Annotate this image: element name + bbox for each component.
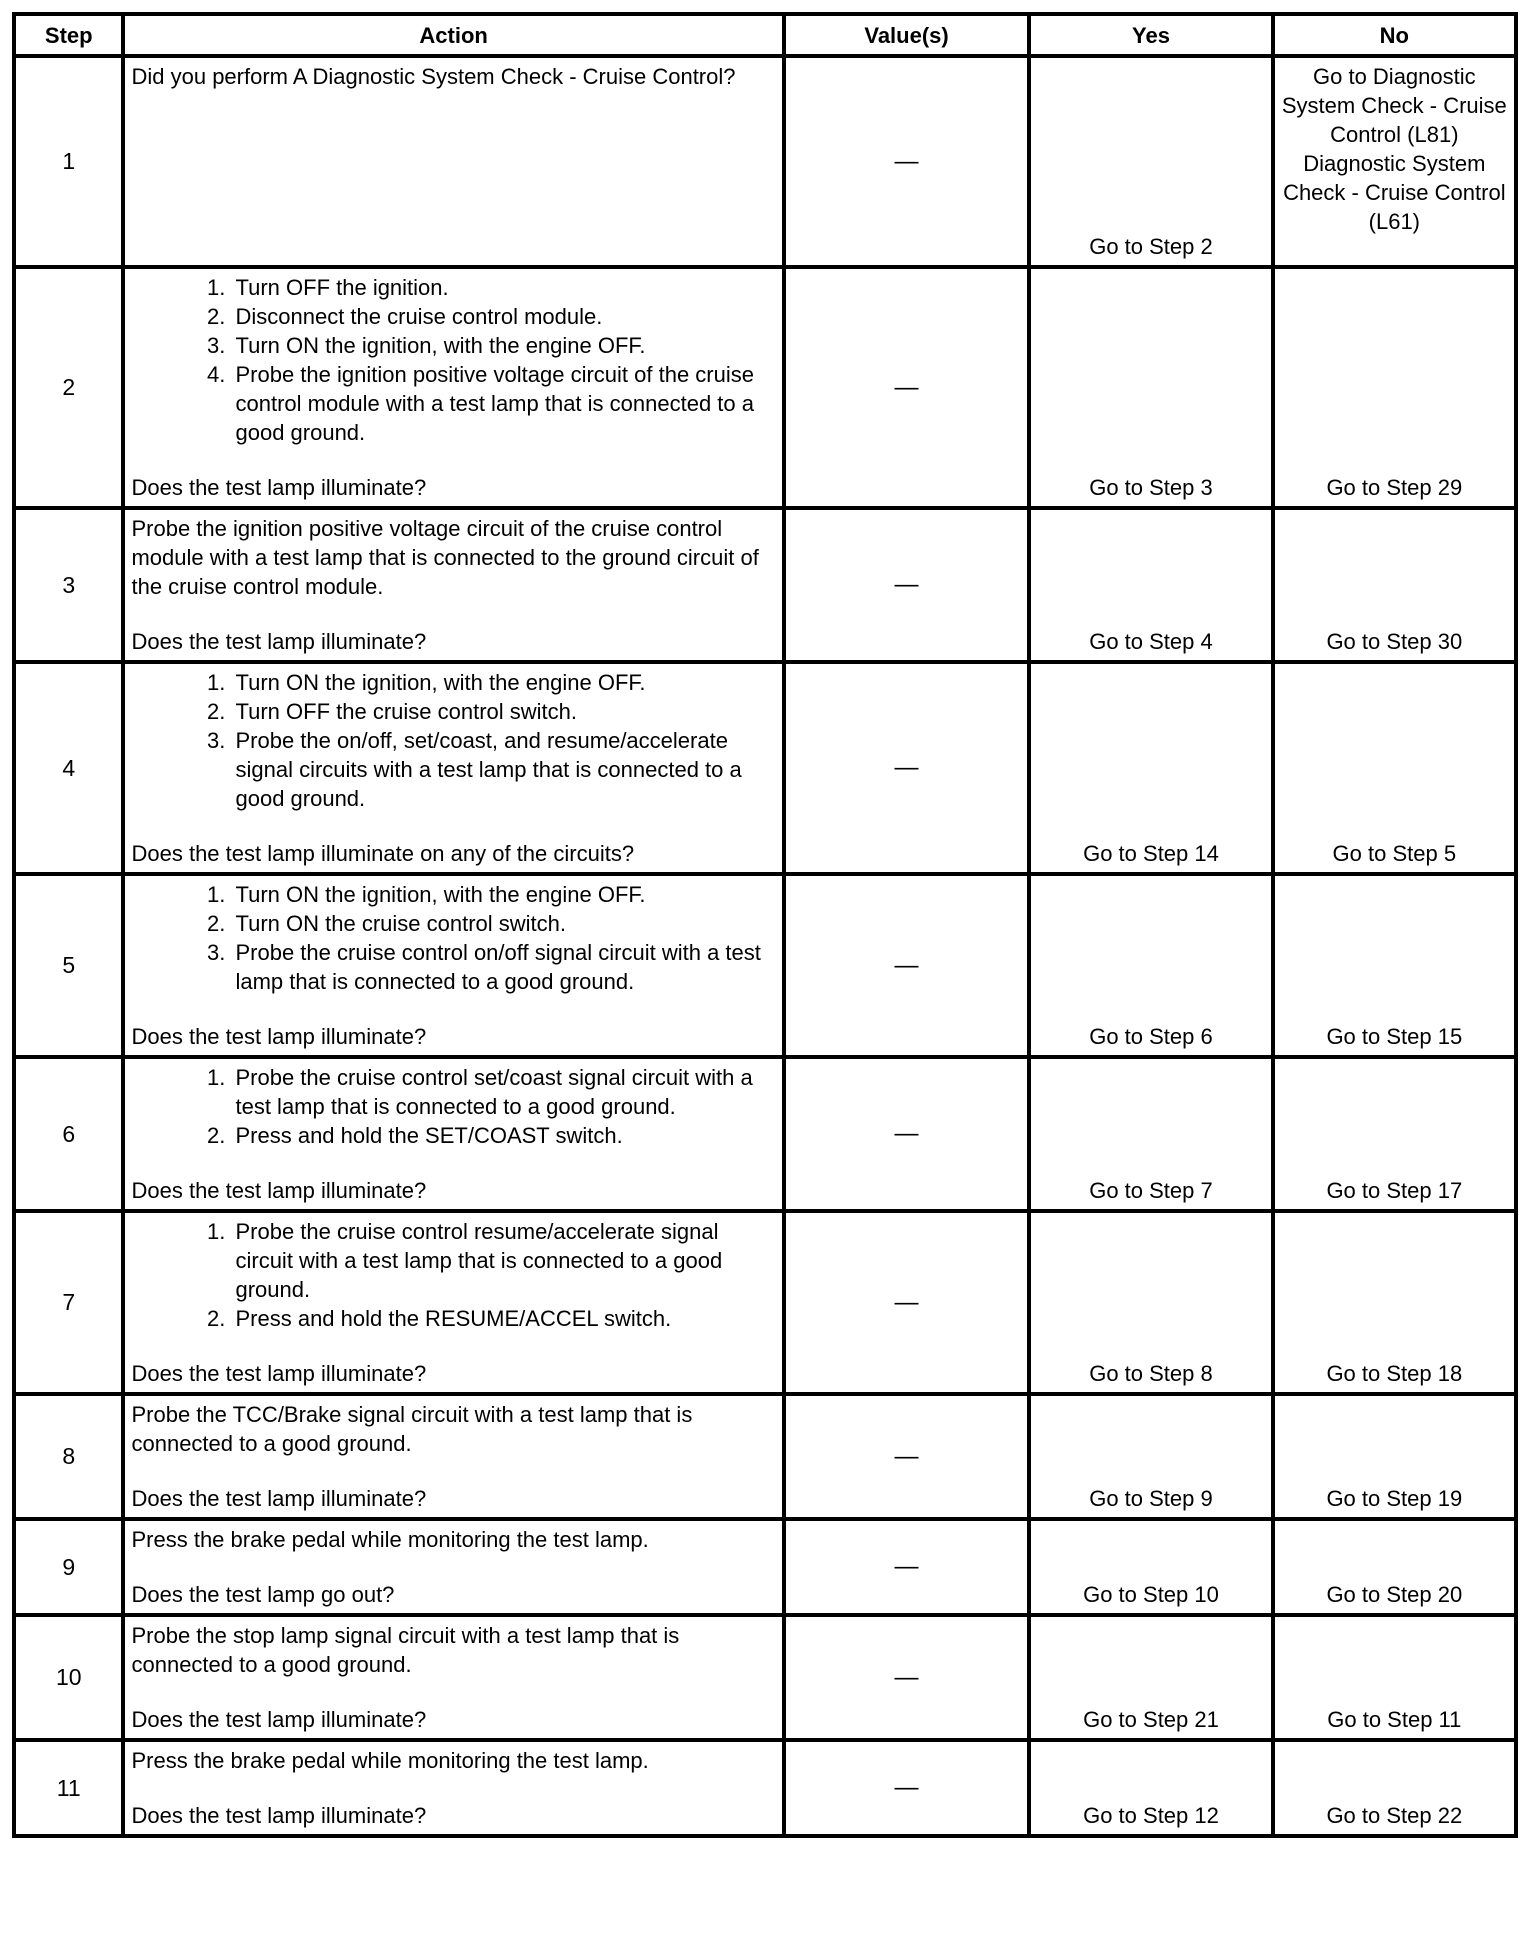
action-cell [123, 874, 783, 1057]
action-cell [123, 508, 783, 662]
action-cell [123, 1519, 783, 1615]
yes-cell: Go to Step 6 [1029, 874, 1272, 1057]
action-cell [123, 662, 783, 874]
action-step-item: 2. Disconnect the cruise control module. [231, 302, 775, 331]
table-row [14, 662, 1516, 874]
action-question: Does the test lamp illuminate? [131, 1361, 427, 1386]
table-row [14, 1740, 1516, 1836]
step-number: 7 [14, 1211, 123, 1394]
no-cell: Go to Diagnostic System Check - Cruise Control (L81) Diagnostic System Check - Cruise Control (L61) [1273, 56, 1516, 267]
table-row [14, 1211, 1516, 1394]
action-cell [123, 1394, 783, 1519]
action-step-item: 2. Turn ON the cruise control switch. [231, 909, 775, 938]
step-number: 6 [14, 1057, 123, 1211]
no-cell: Go to Step 17 [1273, 1057, 1516, 1211]
yes-cell: Go to Step 12 [1029, 1740, 1272, 1836]
action-steps [131, 273, 775, 447]
no-cell: Go to Step 15 [1273, 874, 1516, 1057]
value-cell: — [784, 1519, 1030, 1615]
action-text: Probe the ignition positive voltage circuit of the cruise control module with a test lamp that is connected to the ground circuit of the cruise control module. [131, 516, 759, 599]
value-cell: — [784, 1211, 1030, 1394]
action-step-item: 3. Probe the cruise control on/off signal circuit with a test lamp that is connected to a good ground. [231, 938, 775, 996]
action-step-item: 3. Turn ON the ignition, with the engine OFF. [231, 331, 775, 360]
value-cell: — [784, 662, 1030, 874]
yes-cell: Go to Step 7 [1029, 1057, 1272, 1211]
yes-cell: Go to Step 9 [1029, 1394, 1272, 1519]
yes-cell: Go to Step 2 [1029, 56, 1272, 267]
table-row [14, 1615, 1516, 1740]
header-step: Step [14, 14, 123, 56]
yes-cell: Go to Step 21 [1029, 1615, 1272, 1740]
value-cell: — [784, 1615, 1030, 1740]
diagnostic-table [12, 12, 1518, 1838]
value-cell: — [784, 1740, 1030, 1836]
no-cell: Go to Step 30 [1273, 508, 1516, 662]
table-row [14, 56, 1516, 267]
action-cell [123, 1057, 783, 1211]
action-cell [123, 1211, 783, 1394]
action-step-item: 2. Press and hold the RESUME/ACCEL switch. [231, 1304, 775, 1333]
yes-cell: Go to Step 4 [1029, 508, 1272, 662]
action-question: Does the test lamp illuminate? [131, 1178, 427, 1203]
header-no: No [1273, 14, 1516, 56]
table-row [14, 508, 1516, 662]
action-question: Does the test lamp illuminate? [131, 1803, 427, 1828]
action-cell [123, 1615, 783, 1740]
header-values: Value(s) [784, 14, 1030, 56]
action-text: Probe the TCC/Brake signal circuit with a test lamp that is connected to a good ground. [131, 1402, 693, 1456]
action-text: Probe the stop lamp signal circuit with a test lamp that is connected to a good ground. [131, 1623, 680, 1677]
value-cell: — [784, 508, 1030, 662]
action-step-item: 1. Turn ON the ignition, with the engine OFF. [231, 668, 775, 697]
action-text: Press the brake pedal while monitoring the test lamp. [131, 1748, 649, 1773]
action-step-item: 1. Turn OFF the ignition. [231, 273, 775, 302]
action-step-item: 4. Probe the ignition positive voltage circuit of the cruise control module with a test lamp that is connected to a good ground. [231, 360, 775, 447]
step-number: 10 [14, 1615, 123, 1740]
action-cell [123, 267, 783, 508]
action-question: Does the test lamp illuminate? [131, 1024, 427, 1049]
action-step-item: 1. Probe the cruise control resume/accelerate signal circuit with a test lamp that is connected to a good ground. [231, 1217, 775, 1304]
action-step-item: 2. Press and hold the SET/COAST switch. [231, 1121, 775, 1150]
value-cell: — [784, 1394, 1030, 1519]
yes-cell: Go to Step 14 [1029, 662, 1272, 874]
action-text: Press the brake pedal while monitoring the test lamp. [131, 1527, 649, 1552]
action-step-item: 3. Probe the on/off, set/coast, and resume/accelerate signal circuits with a test lamp that is connected to a good ground. [231, 726, 775, 813]
action-step-item: 1. Turn ON the ignition, with the engine OFF. [231, 880, 775, 909]
table-row [14, 1057, 1516, 1211]
no-cell: Go to Step 11 [1273, 1615, 1516, 1740]
action-question: Does the test lamp illuminate on any of the circuits? [131, 841, 635, 866]
yes-cell: Go to Step 8 [1029, 1211, 1272, 1394]
step-number: 8 [14, 1394, 123, 1519]
no-cell: Go to Step 22 [1273, 1740, 1516, 1836]
step-number: 4 [14, 662, 123, 874]
action-cell [123, 56, 783, 267]
action-cell [123, 1740, 783, 1836]
action-question: Does the test lamp illuminate? [131, 629, 427, 654]
table-row [14, 267, 1516, 508]
no-cell: Go to Step 20 [1273, 1519, 1516, 1615]
value-cell: — [784, 874, 1030, 1057]
action-question: Does the test lamp go out? [131, 1582, 395, 1607]
header-yes: Yes [1029, 14, 1272, 56]
step-number: 2 [14, 267, 123, 508]
header-row [14, 14, 1516, 56]
action-question: Does the test lamp illuminate? [131, 475, 427, 500]
action-steps [131, 880, 775, 996]
action-question: Does the test lamp illuminate? [131, 1707, 427, 1732]
yes-cell: Go to Step 3 [1029, 267, 1272, 508]
no-cell: Go to Step 18 [1273, 1211, 1516, 1394]
table-row [14, 1394, 1516, 1519]
no-cell: Go to Step 29 [1273, 267, 1516, 508]
no-cell: Go to Step 5 [1273, 662, 1516, 874]
no-cell: Go to Step 19 [1273, 1394, 1516, 1519]
action-question: Does the test lamp illuminate? [131, 1486, 427, 1511]
value-cell: — [784, 56, 1030, 267]
yes-cell: Go to Step 10 [1029, 1519, 1272, 1615]
action-step-item: 1. Probe the cruise control set/coast signal circuit with a test lamp that is connected to a good ground. [231, 1063, 775, 1121]
value-cell: — [784, 1057, 1030, 1211]
header-action: Action [123, 14, 783, 56]
step-number: 5 [14, 874, 123, 1057]
action-steps [131, 1217, 775, 1333]
table-row [14, 874, 1516, 1057]
step-number: 11 [14, 1740, 123, 1836]
action-steps [131, 668, 775, 813]
table-row [14, 1519, 1516, 1615]
action-text: Did you perform A Diagnostic System Check - Cruise Control? [131, 64, 736, 89]
step-number: 1 [14, 56, 123, 267]
action-step-item: 2. Turn OFF the cruise control switch. [231, 697, 775, 726]
step-number: 9 [14, 1519, 123, 1615]
value-cell: — [784, 267, 1030, 508]
action-steps [131, 1063, 775, 1150]
step-number: 3 [14, 508, 123, 662]
